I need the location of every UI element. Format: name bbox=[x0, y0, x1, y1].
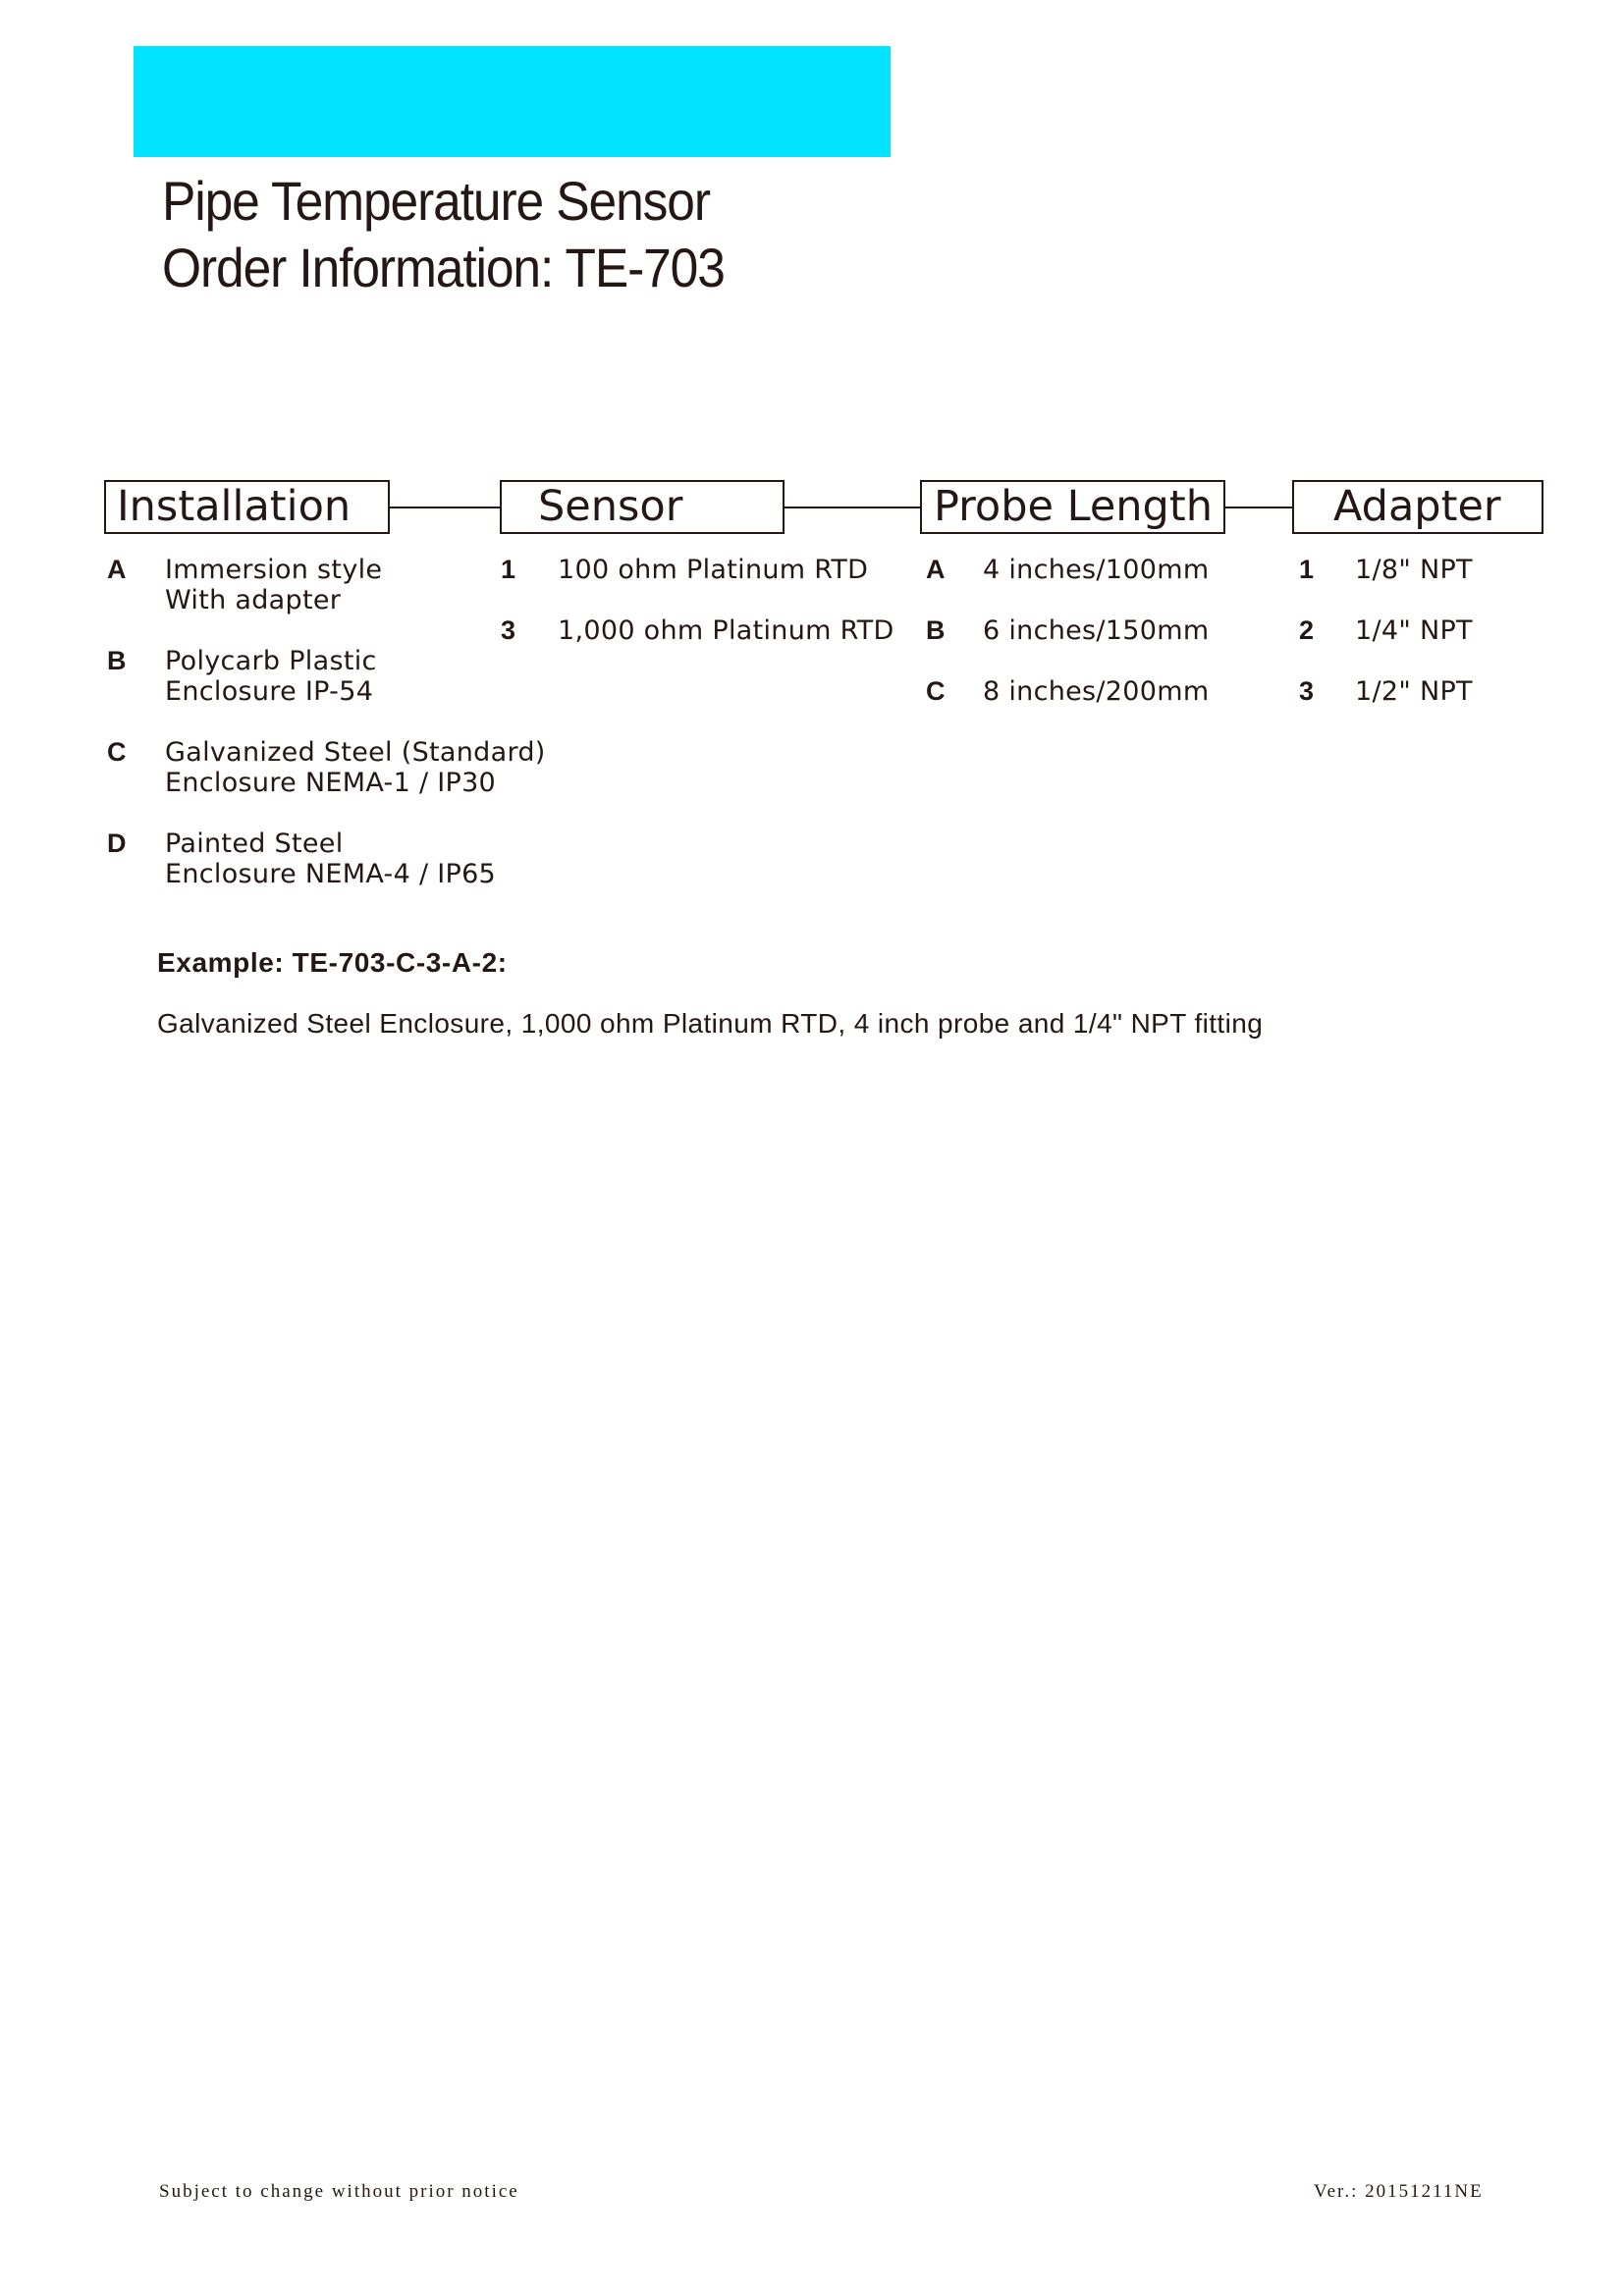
option-row bbox=[1299, 676, 1473, 707]
option-text: 4 inches/100mm bbox=[983, 555, 1210, 585]
option-row bbox=[107, 555, 546, 615]
adapter-options bbox=[1299, 555, 1473, 737]
title-line-2: Order Information: TE-703 bbox=[162, 237, 725, 298]
option-row bbox=[107, 737, 546, 798]
probe-length-options bbox=[926, 555, 1209, 737]
example-description: Galvanized Steel Enclosure, 1,000 ohm Platinum RTD, 4 inch probe and 1/4" NPT fitting bbox=[157, 1008, 1264, 1039]
option-code: 3 bbox=[501, 615, 516, 645]
option-text: 100 ohm Platinum RTD bbox=[558, 555, 869, 585]
sensor-heading: Sensor bbox=[500, 480, 785, 534]
option-code: C bbox=[926, 676, 946, 706]
option-text: 1/2" NPT bbox=[1355, 676, 1473, 707]
option-row bbox=[107, 828, 546, 889]
option-code: 1 bbox=[501, 555, 516, 584]
option-row bbox=[107, 646, 546, 707]
sensor-options bbox=[501, 555, 894, 676]
header-banner bbox=[134, 46, 891, 157]
option-text: Polycarb Plastic bbox=[165, 646, 377, 676]
option-row bbox=[1299, 615, 1473, 646]
probe-length-heading: Probe Length bbox=[920, 480, 1225, 534]
option-text: Galvanized Steel (Standard) bbox=[165, 737, 546, 768]
option-text: Enclosure IP-54 bbox=[165, 676, 374, 707]
option-code: 1 bbox=[1299, 555, 1315, 584]
option-text: Painted Steel bbox=[165, 828, 344, 859]
option-text: With adapter bbox=[165, 585, 342, 615]
option-text: Enclosure NEMA-1 / IP30 bbox=[165, 768, 497, 798]
connector-line bbox=[1225, 507, 1292, 508]
option-code: B bbox=[926, 615, 946, 645]
option-row bbox=[926, 615, 1209, 646]
option-text: 8 inches/200mm bbox=[983, 676, 1210, 707]
option-text: 1/4" NPT bbox=[1355, 615, 1473, 646]
option-text: Immersion style bbox=[165, 555, 383, 585]
option-code: 2 bbox=[1299, 615, 1315, 645]
option-row bbox=[501, 615, 894, 646]
installation-heading: Installation bbox=[104, 480, 390, 534]
option-text: 1,000 ohm Platinum RTD bbox=[558, 615, 894, 646]
option-code: A bbox=[107, 555, 127, 584]
footer-notice: Subject to change without prior notice bbox=[159, 2181, 519, 2202]
option-code: 3 bbox=[1299, 676, 1315, 706]
option-text: 6 inches/150mm bbox=[983, 615, 1210, 646]
option-text: Enclosure NEMA-4 / IP65 bbox=[165, 859, 497, 889]
title-line-1: Pipe Temperature Sensor bbox=[162, 170, 710, 232]
option-code: D bbox=[107, 828, 127, 858]
option-code: C bbox=[107, 737, 127, 767]
adapter-heading: Adapter bbox=[1292, 480, 1543, 534]
connector-line bbox=[785, 507, 920, 508]
example-label: Example: TE-703-C-3-A-2: bbox=[157, 947, 508, 978]
option-row bbox=[501, 555, 894, 585]
page-title bbox=[162, 168, 725, 301]
installation-options bbox=[107, 555, 546, 920]
footer-version: Ver.: 20151211NE bbox=[1314, 2181, 1484, 2202]
option-code: B bbox=[107, 646, 127, 675]
option-row bbox=[1299, 555, 1473, 585]
option-text: 1/8" NPT bbox=[1355, 555, 1473, 585]
connector-line bbox=[390, 507, 500, 508]
option-row bbox=[926, 555, 1209, 585]
option-code: A bbox=[926, 555, 946, 584]
option-row bbox=[926, 676, 1209, 707]
